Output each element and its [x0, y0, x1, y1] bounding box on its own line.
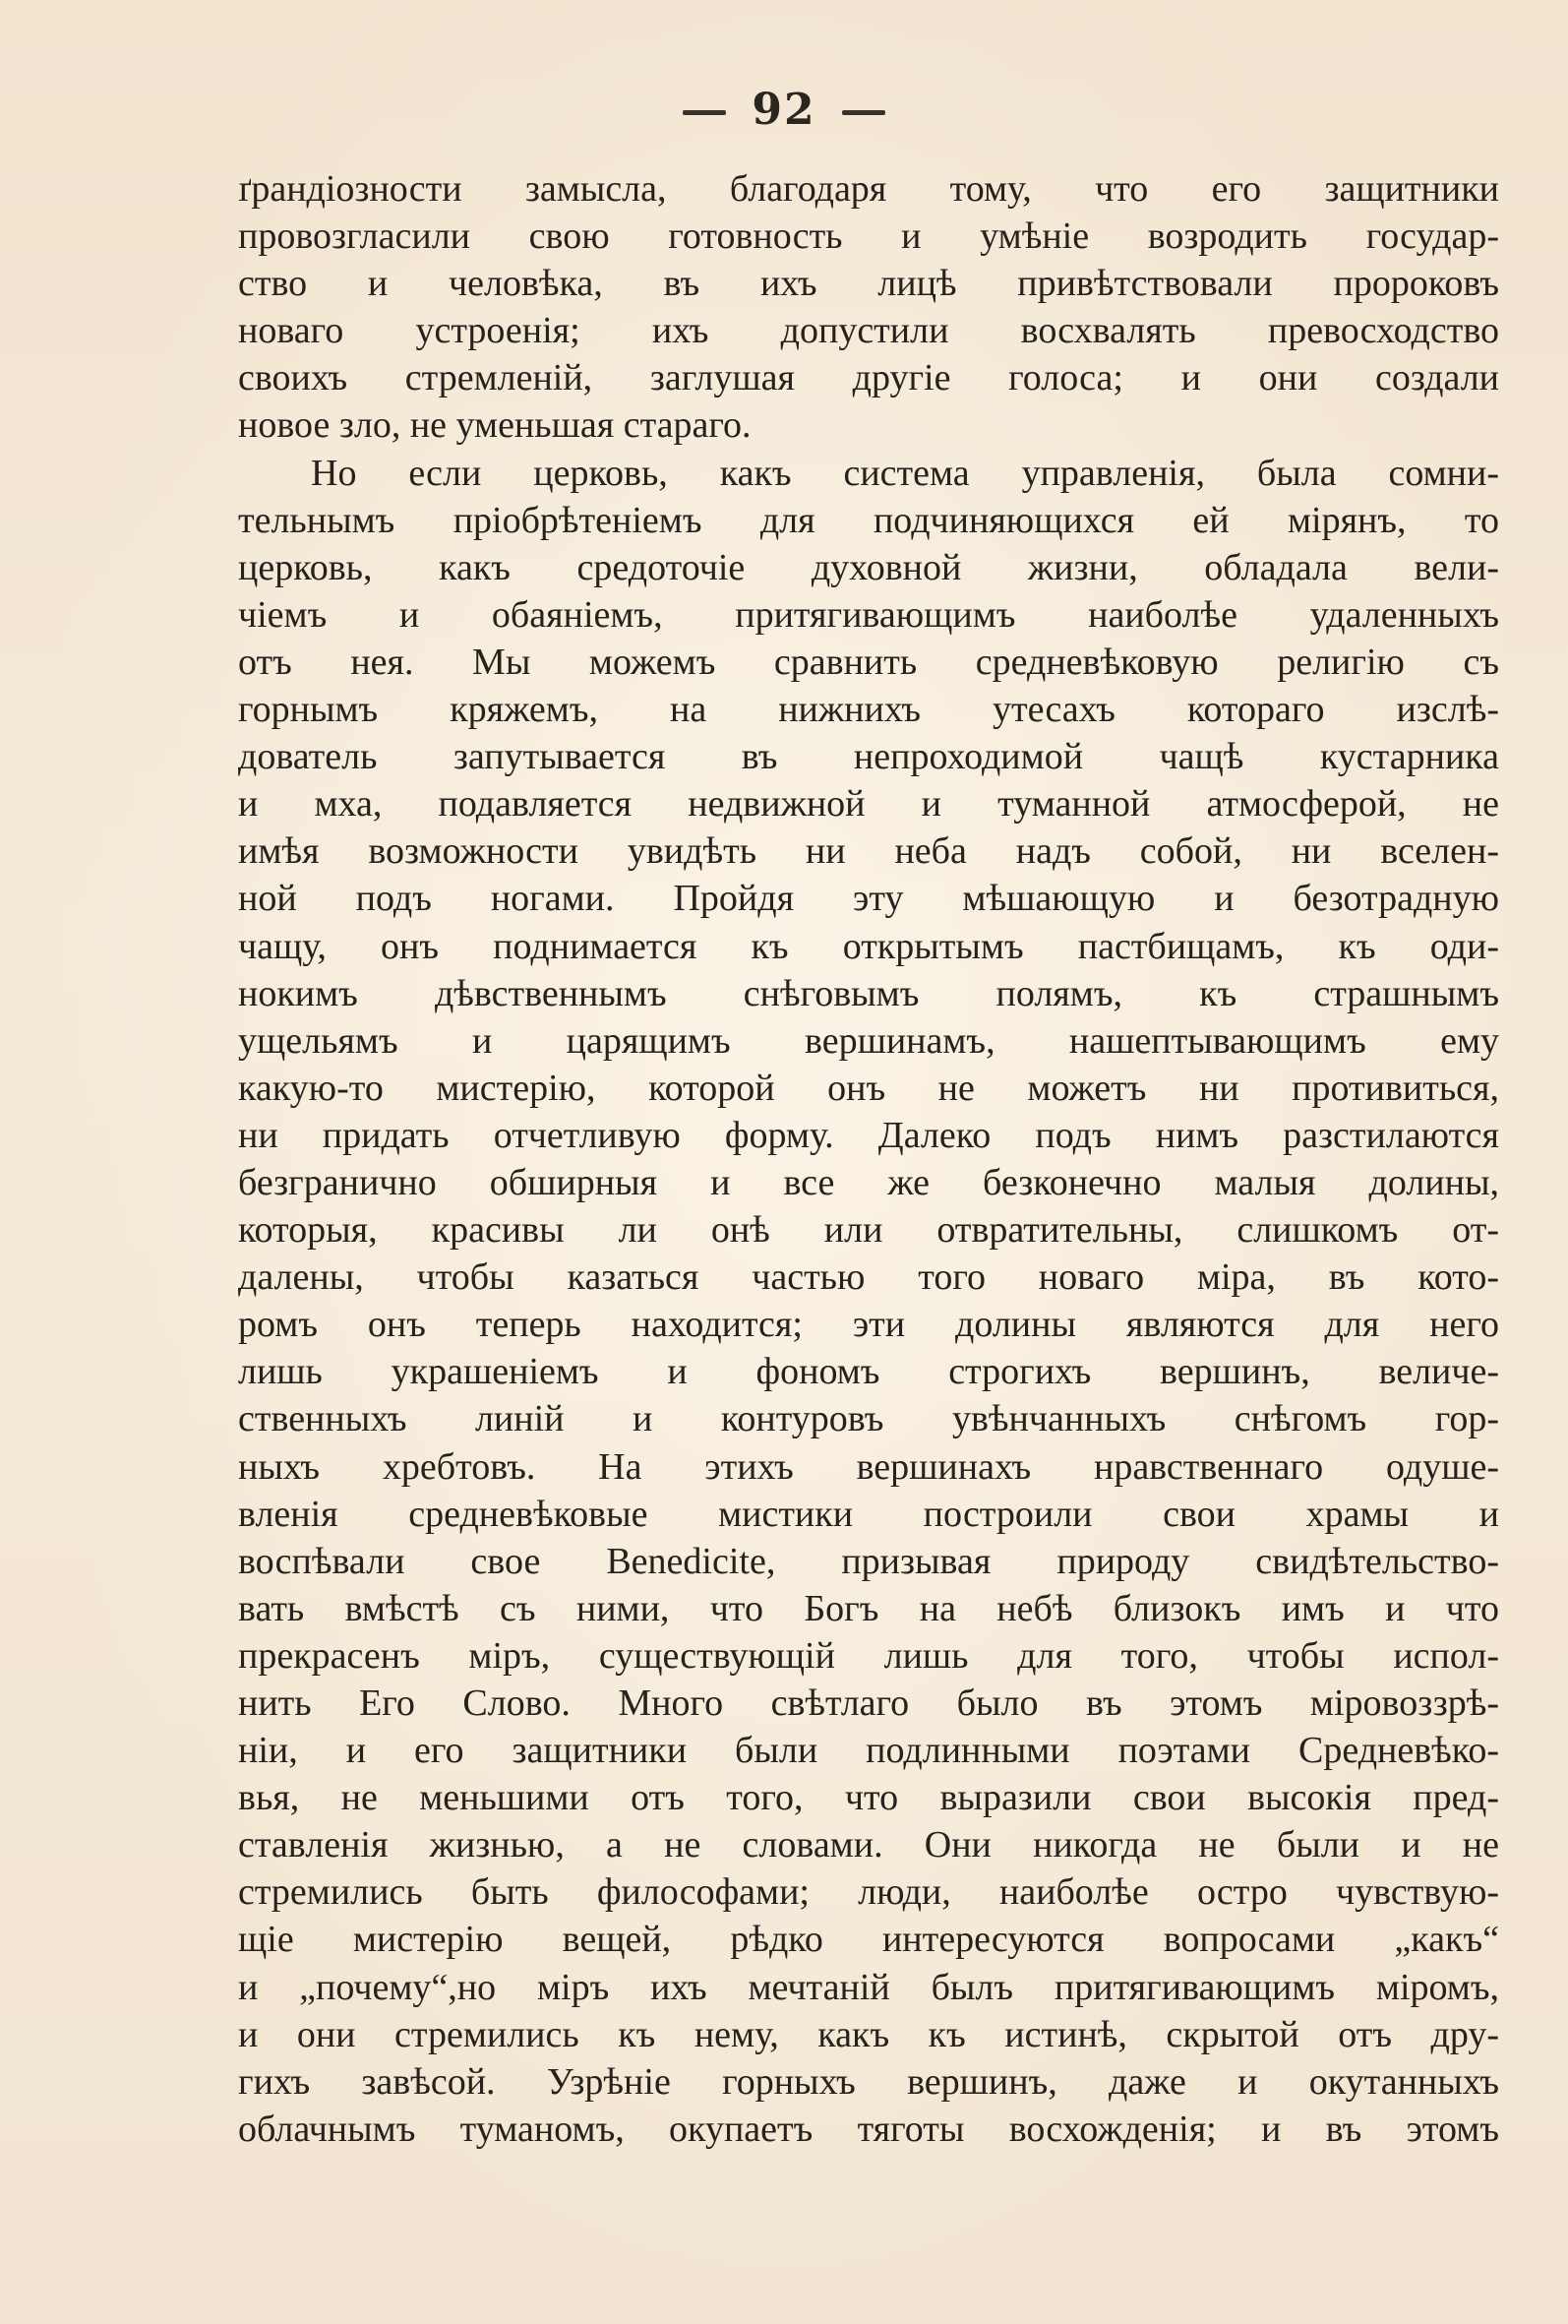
text-line: безгранично обширныя и все же безконечно малыя долины,	[238, 1161, 1499, 1203]
text-line-paragraph-start: Но если церковь, какъ система управленія, была сомни-	[311, 452, 1499, 494]
text-line: нить Его Слово. Много свѣтлаго было въ этомъ міровоззрѣ-	[238, 1682, 1499, 1724]
text-line: ственныхъ линій и контуровъ увѣнчанныхъ снѣгомъ гор-	[238, 1398, 1499, 1440]
text-line: дователь запутывается въ непроходимой чащѣ кустарника	[238, 736, 1499, 778]
text-line: лишь украшеніемъ и фономъ строгихъ вершинъ, величе-	[238, 1351, 1499, 1393]
text-line: тельнымъ пріобрѣтеніемъ для подчиняющихся ей мірянъ, то	[238, 499, 1499, 541]
text-line: и „почему“,но міръ ихъ мечтаній былъ притягивающимъ міромъ,	[238, 1966, 1499, 2008]
text-line: вать вмѣстѣ съ ними, что Богъ на небѣ близокъ имъ и что	[238, 1587, 1499, 1629]
text-line: чащу, онъ поднимается къ открытымъ пастбищамъ, къ оди-	[238, 925, 1499, 967]
text-line: нокимъ дѣвственнымъ снѣговымъ полямъ, къ страшнымъ	[238, 972, 1499, 1014]
text-line: гихъ завѣсой. Узрѣніе горныхъ вершинъ, даже и окутанныхъ	[238, 2060, 1499, 2103]
text-line: далены, чтобы казаться частью того новаго міра, въ кото-	[238, 1256, 1499, 1299]
text-line: ставленія жизнью, а не словами. Они никогда не были и не	[238, 1824, 1499, 1866]
text-line: ство и человѣка, въ ихъ лицѣ привѣтствовали пророковъ	[238, 263, 1499, 305]
text-line: прекрасенъ міръ, существующій лишь для того, чтобы испол-	[238, 1634, 1499, 1677]
text-line: какую-то мистерію, которой онъ не можетъ ни противиться,	[238, 1067, 1499, 1109]
text-line: вья, не меньшими отъ того, что выразили свои высокія пред-	[238, 1777, 1499, 1819]
page-number-text: 92	[752, 85, 816, 135]
body-text	[238, 165, 1499, 2153]
text-line: и они стремились къ нему, какъ къ истинѣ, скрытой отъ дру-	[238, 2013, 1499, 2055]
text-line: церковь, какъ средоточіе духовной жизни, обладала вели-	[238, 546, 1499, 588]
text-line: воспѣвали свое Benedicite, призывая природу свидѣтельство-	[238, 1540, 1499, 1582]
text-line: своихъ стремленій, заглушая другіе голоса; и они создали	[238, 357, 1499, 399]
text-line: ной подъ ногами. Пройдя эту мѣшающую и безотрадную	[238, 878, 1499, 920]
text-line: ущельямъ и царящимъ вершинамъ, нашептывающимъ ему	[238, 1019, 1499, 1062]
text-line: и мха, подавляется недвижной и туманной атмосферой, не	[238, 783, 1499, 826]
left-dash-ornament	[683, 110, 726, 115]
text-line: которыя, красивы ли онѣ или отвратительны, слишкомъ от-	[238, 1209, 1499, 1252]
text-line: ромъ онъ теперь находится; эти долины являются для него	[238, 1304, 1499, 1346]
text-line: ніи, и его защитники были подлинными поэтами Средневѣко-	[238, 1730, 1499, 1772]
text-line: отъ нея. Мы можемъ сравнить средневѣковую религію съ	[238, 641, 1499, 683]
text-line: новаго устроенія; ихъ допустили восхвалять превосходство	[238, 310, 1499, 352]
text-line: горнымъ кряжемъ, на нижнихъ утесахъ котораго изслѣ-	[238, 689, 1499, 731]
right-dash-ornament	[842, 110, 885, 115]
text-line: облачнымъ туманомъ, окупаетъ тяготы восхожденія; и въ этомъ	[238, 2108, 1499, 2150]
text-line: стремились быть философами; люди, наиболѣе остро чувствую-	[238, 1871, 1499, 1914]
page-number	[0, 85, 1568, 135]
text-line: новое зло, не уменьшая стараго.	[238, 404, 752, 447]
text-line: ни придать отчетливую форму. Далеко подъ нимъ разстилаются	[238, 1114, 1499, 1156]
text-line: щіе мистерію вещей, рѣдко интересуются вопросами „какъ“	[238, 1919, 1499, 1961]
text-line: вленія средневѣковые мистики построили свои храмы и	[238, 1493, 1499, 1535]
text-line: имѣя возможности увидѣть ни неба надъ собой, ни вселен-	[238, 830, 1499, 873]
text-line: провозгласили свою готовность и умѣніе возродить государ-	[238, 215, 1499, 258]
text-line: чіемъ и обаяніемъ, притягивающимъ наиболѣе удаленныхъ	[238, 593, 1499, 636]
text-line: ныхъ хребтовъ. На этихъ вершинахъ нравственнаго одуше-	[238, 1445, 1499, 1488]
text-line: ґрандіозности замысла, благодаря тому, что его защитники	[238, 168, 1499, 210]
